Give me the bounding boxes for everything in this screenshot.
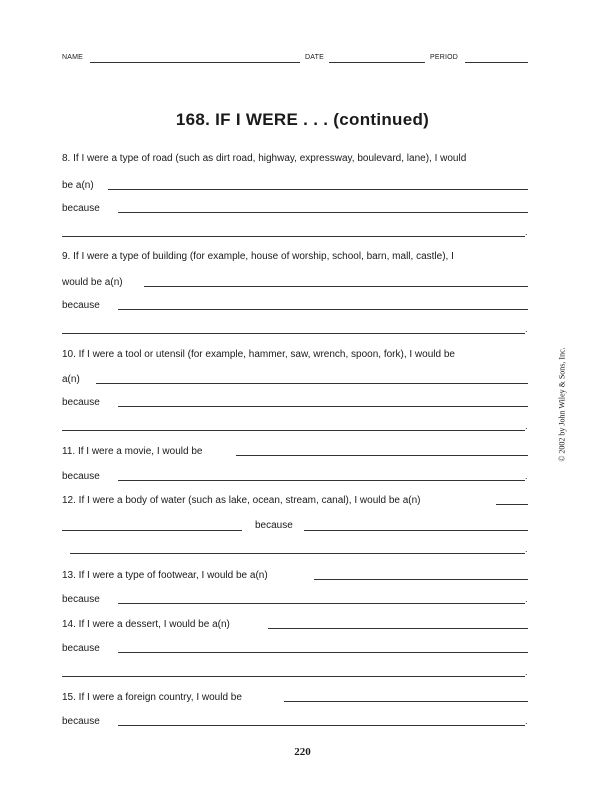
q12-because-line-2[interactable] [70, 553, 525, 554]
q11-because-line[interactable] [118, 480, 525, 481]
q10-prompt-cont: a(n) [62, 374, 80, 385]
q13-because-line[interactable] [118, 603, 525, 604]
q8-prompt: 8. If I were a type of road (such as dirt road, highway, expressway, boulevard, lane), I would [62, 153, 467, 164]
q12-period: . [525, 544, 528, 554]
q13-prompt: 13. If I were a type of footwear, I would be a(n) [62, 570, 268, 581]
name-field[interactable] [90, 62, 300, 63]
q8-prompt-cont: be a(n) [62, 180, 94, 191]
q9-because-label: because [62, 300, 100, 311]
q12-because-label: because [255, 520, 293, 531]
q12-answer-line-2[interactable] [62, 530, 242, 531]
q15-prompt: 15. If I were a foreign country, I would be [62, 692, 242, 703]
q13-period: . [525, 594, 528, 604]
q10-period: . [525, 421, 528, 431]
q15-period: . [525, 716, 528, 726]
q13-answer-line[interactable] [314, 579, 528, 580]
q14-because-line-2[interactable] [62, 676, 525, 677]
q8-because-line[interactable] [118, 212, 528, 213]
q9-because-line[interactable] [118, 309, 528, 310]
q10-because-line-2[interactable] [62, 430, 525, 431]
q8-period: . [525, 227, 528, 237]
q13-because-label: because [62, 594, 100, 605]
page-number: 220 [294, 746, 311, 758]
q11-prompt: 11. If I were a movie, I would be [62, 446, 203, 457]
q10-answer-line[interactable] [96, 383, 528, 384]
q15-answer-line[interactable] [284, 701, 528, 702]
q14-prompt: 14. If I were a dessert, I would be a(n) [62, 619, 230, 630]
q15-because-line[interactable] [118, 725, 525, 726]
q11-because-label: because [62, 471, 100, 482]
q15-because-label: because [62, 716, 100, 727]
q11-period: . [525, 471, 528, 481]
name-label: NAME [62, 54, 84, 61]
q12-because-line[interactable] [304, 530, 528, 531]
date-label: DATE [305, 54, 324, 61]
q8-because-line-2[interactable] [62, 236, 525, 237]
q12-answer-line[interactable] [496, 504, 528, 505]
q10-prompt: 10. If I were a tool or utensil (for example, hammer, saw, wrench, spoon, fork), I would be [62, 349, 455, 360]
copyright-notice: © 2002 by John Wiley & Sons, Inc. [557, 347, 567, 462]
q8-answer-line[interactable] [108, 189, 528, 190]
q9-prompt-cont: would be a(n) [62, 277, 123, 288]
q8-because-label: because [62, 203, 100, 214]
q9-because-line-2[interactable] [62, 333, 525, 334]
q11-answer-line[interactable] [236, 455, 528, 456]
q14-answer-line[interactable] [268, 628, 528, 629]
q9-period: . [525, 324, 528, 334]
q14-period: . [525, 667, 528, 677]
period-label: PERIOD [430, 54, 459, 61]
q10-because-label: because [62, 397, 100, 408]
q10-because-line[interactable] [118, 406, 528, 407]
q14-because-label: because [62, 643, 100, 654]
q9-answer-line[interactable] [144, 286, 528, 287]
period-field[interactable] [465, 62, 528, 63]
q9-prompt: 9. If I were a type of building (for example, house of worship, school, barn, mall, castle), I [62, 251, 454, 262]
q12-prompt: 12. If I were a body of water (such as lake, ocean, stream, canal), I would be a(n) [62, 495, 421, 506]
page-title: 168. IF I WERE . . . (continued) [175, 110, 430, 129]
q14-because-line[interactable] [118, 652, 528, 653]
date-field[interactable] [329, 62, 425, 63]
